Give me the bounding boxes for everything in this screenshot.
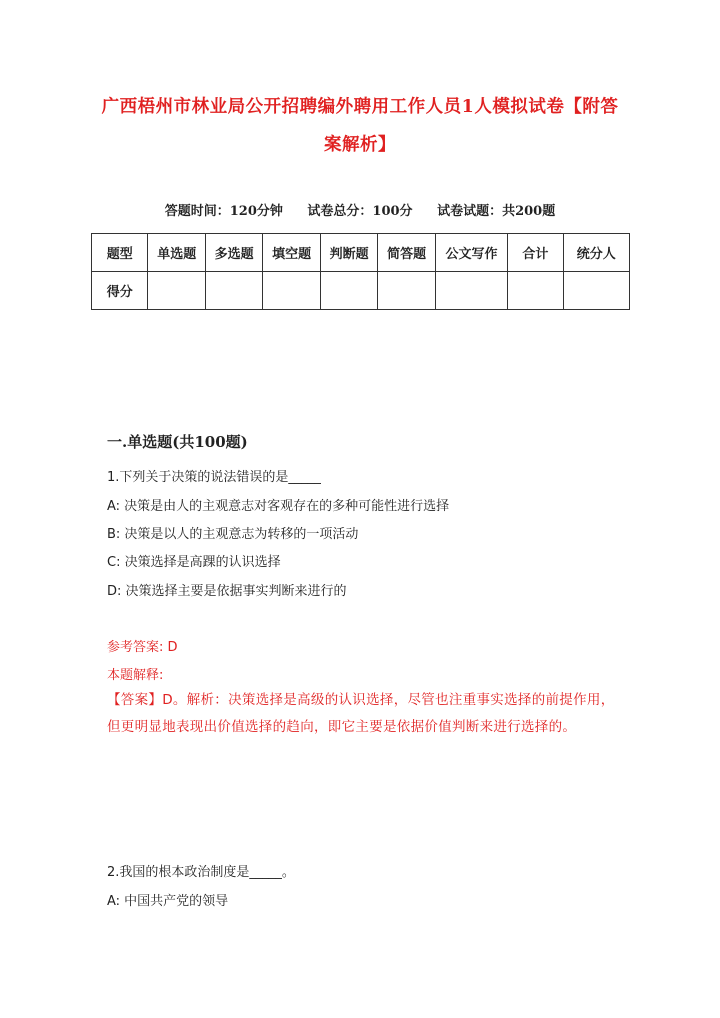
score-cell [263,272,320,310]
score-cell [205,272,262,310]
exam-total-score: 试卷总分：100分 [307,204,413,219]
score-cell [148,272,205,310]
score-table-row [92,272,630,310]
question-stem: 2.我国的根本政治制度是_____。 [107,865,295,880]
question-option: C: 决策选择是高踝的认识选择 [107,555,281,570]
score-table-header-row [92,234,630,272]
question-stem: 1.下列关于决策的说法错误的是_____ [107,470,321,485]
score-cell [508,272,563,310]
explanation-text: 【答案】D。解析：决策选择是高级的认识选择，尽管也注重事实选择的前提作用，但更明显地表现出价值选择的趋向，即它主要是依据价值判断来进行选择的。 [107,692,615,735]
score-cell [378,272,435,310]
exam-time: 答题时间：120分钟 [164,204,283,219]
explanation-label: 本题解释: [107,668,164,683]
score-header-cell: 合计 [508,234,563,272]
score-cell [435,272,507,310]
reference-answer: 参考答案: D [107,640,178,655]
document-title: 广西梧州市林业局公开招聘编外聘用工作人员1人模拟试卷【附答案解析】 [101,97,619,155]
exam-question-count: 试卷试题：共200题 [437,204,556,219]
question-option: D: 决策选择主要是依据事实判断来进行的 [107,584,347,599]
question-option: A: 决策是由人的主观意志对客观存在的多种可能性进行选择 [107,499,450,514]
score-header-cell: 简答题 [378,234,435,272]
score-cell [320,272,377,310]
question-option: A: 中国共产党的领导 [107,894,229,909]
question-option: B: 决策是以人的主观意志为转移的一项活动 [107,527,359,542]
score-row-label: 得分 [92,272,148,310]
exam-meta [0,200,720,219]
score-table [91,233,630,310]
score-header-cell: 题型 [92,234,148,272]
score-header-cell: 填空题 [263,234,320,272]
score-header-cell: 单选题 [148,234,205,272]
score-header-cell: 公文写作 [435,234,507,272]
score-header-cell: 判断题 [320,234,377,272]
score-header-cell: 多选题 [205,234,262,272]
section-title: 一.单选题(共100题) [107,433,248,451]
score-cell [563,272,629,310]
score-header-cell: 统分人 [563,234,629,272]
